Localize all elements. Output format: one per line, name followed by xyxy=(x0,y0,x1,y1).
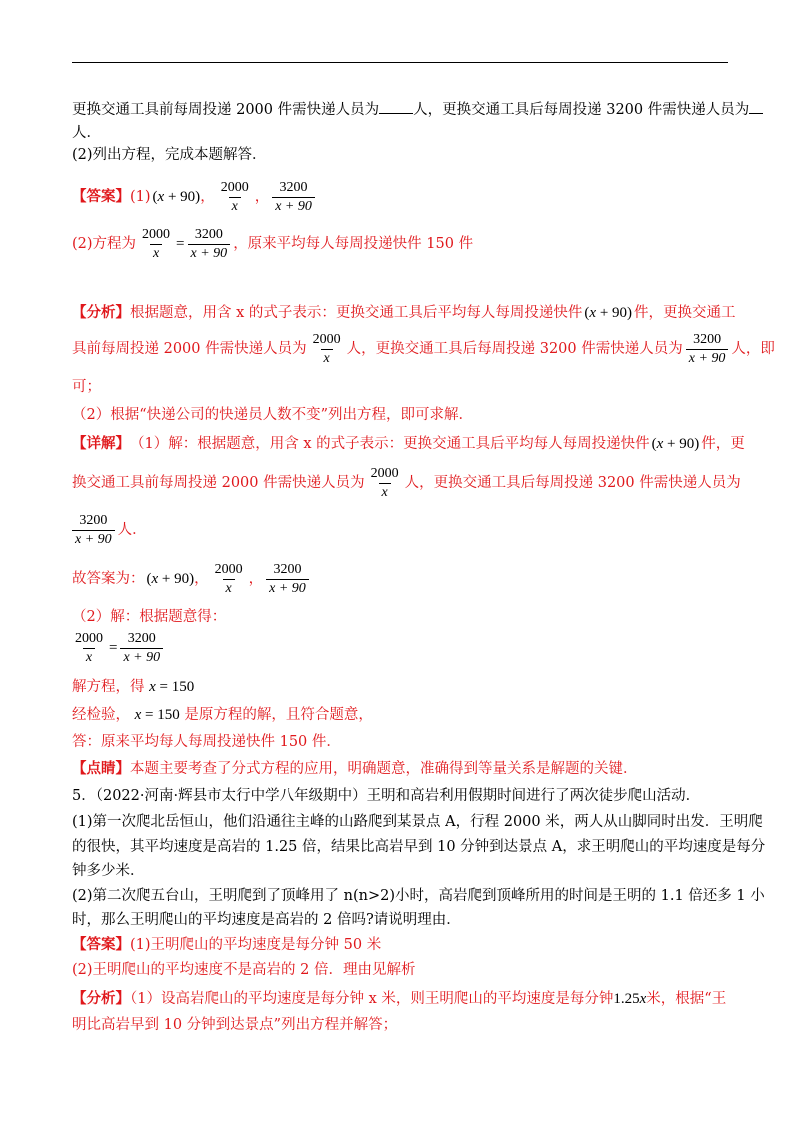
detail-text: 人． xyxy=(117,522,147,538)
frac-num: 3200 xyxy=(693,331,722,347)
fraction xyxy=(72,631,106,666)
frac-num: 2000 xyxy=(370,465,399,481)
q5-analysis2 xyxy=(72,1016,732,1034)
header-rule xyxy=(72,62,728,63)
analysis-text: 人，更换交通工具后每周投递 3200 件需快递人员为 xyxy=(346,341,683,357)
solve-line xyxy=(72,678,732,696)
frac-den: x + 90 xyxy=(120,648,163,666)
math-expr: 1.25x xyxy=(613,991,647,1007)
q5-text: 时，那么王明爬山的平均速度是高岩的 2 倍吗?请说明理由． xyxy=(72,912,461,928)
answer-tag: 【答案】 xyxy=(72,936,130,953)
analysis-text: 具前每周投递 2000 件需快递人员为 xyxy=(72,341,307,357)
analysis-line4 xyxy=(72,406,732,424)
q5-answer1 xyxy=(72,936,732,954)
frac-den: x xyxy=(229,197,241,215)
q5-answer2 xyxy=(72,961,732,979)
q5-analysis1 xyxy=(72,990,732,1008)
equation-line xyxy=(72,630,732,666)
check-line xyxy=(72,706,732,724)
frac-den: x + 90 xyxy=(72,530,115,548)
analysis-text: 根据题意，用含 x 的式子表示：更换交通工具后平均每人每周投递快件 xyxy=(130,305,583,321)
frac-num: 3200 xyxy=(79,512,108,528)
q5-text: 钟多少米． xyxy=(72,863,145,879)
frac-num: 3200 xyxy=(273,561,302,577)
frac-num: 3200 xyxy=(194,226,223,242)
detail-line1 xyxy=(72,433,745,455)
fraction xyxy=(686,332,729,367)
frac-den: x xyxy=(321,349,333,367)
comment-tag: 【点睛】 xyxy=(72,760,130,777)
frac-num: 2000 xyxy=(312,331,341,347)
analysis-text: 明比高岩早到 10 分钟到达景点”列出方程并解答； xyxy=(72,1017,398,1033)
frac-den: x xyxy=(150,244,162,262)
analysis-text: （1）设高岩爬山的平均速度是每分钟 x 米，则王明爬山的平均速度是每分钟 xyxy=(130,991,614,1007)
q4-text: 人． xyxy=(72,125,101,141)
fraction xyxy=(218,180,252,215)
fraction xyxy=(310,332,344,367)
q4-line1 xyxy=(72,101,750,119)
q5-line4 xyxy=(72,862,732,880)
frac-num: 2000 xyxy=(214,561,243,577)
analysis-line2 xyxy=(72,331,775,367)
detail-text: 人，更换交通工具后每周投递 3200 件需快递人员为 xyxy=(404,475,741,491)
comma: ， xyxy=(194,571,209,587)
fraction xyxy=(120,631,163,666)
fraction xyxy=(272,180,315,215)
comma: ， xyxy=(254,189,270,205)
answer-line2 xyxy=(72,226,732,262)
answer-text: (1)王明爬山的平均速度是每分钟 50 米 xyxy=(130,937,382,953)
q5-text: (1)第一次爬北岳恒山，他们沿通往主峰的山路爬到某景点 A，行程 2000 米，两人从山脚同时出发．王明爬 xyxy=(72,814,763,830)
fraction xyxy=(266,562,309,597)
q5-text: (2)第二次爬五台山，王明爬到了顶峰用了 n(n>2)小时，高岩爬到顶峰所用的时间是王明的 1.1 倍还多 1 小 xyxy=(72,888,765,904)
frac-den: x + 90 xyxy=(686,349,729,367)
detail-text: 解方程，得 xyxy=(72,679,145,695)
frac-den: x xyxy=(379,483,391,501)
comment-line xyxy=(72,760,732,778)
frac-num: 2000 xyxy=(220,179,249,195)
frac-num: 2000 xyxy=(75,630,103,646)
answer-blank xyxy=(379,101,413,114)
frac-num: 2000 xyxy=(142,226,171,242)
detail-text: 是原方程的解，且符合题意， xyxy=(184,707,373,723)
fraction xyxy=(72,513,115,548)
comment-text: 本题主要考查了分式方程的应用，明确题意，准确得到等量关系是解题的关键． xyxy=(130,761,638,777)
answer-text: ，原来平均每人每周投递快件 150 件 xyxy=(233,236,474,252)
final-line xyxy=(72,733,732,751)
analysis-text: 米，根据“王 xyxy=(646,991,727,1007)
fraction xyxy=(188,227,231,262)
equals-sign: = xyxy=(176,236,185,252)
frac-num: 3200 xyxy=(127,630,156,646)
detail-text: 经检验， xyxy=(72,707,130,723)
analysis-text: （2）根据“快递公司的快递员人数不变”列出方程，即可求解． xyxy=(72,407,474,423)
answer-text: (2)王明爬山的平均速度不是高岩的 2 倍．理由见解析 xyxy=(72,962,416,978)
q5-line1 xyxy=(72,787,732,805)
comma: ， xyxy=(248,571,264,587)
analysis-text: 件，更换交通工 xyxy=(634,305,736,321)
q5-line5 xyxy=(72,887,765,905)
frac-den: x + 90 xyxy=(272,197,315,215)
q5-text: 的很快，其平均速度是高岩的 1.25 倍，结果比高岩早到 10 分钟到达景点 A，求王明爬山的平均速度是每分 xyxy=(72,839,766,855)
math-expr: (x + 90) xyxy=(146,571,195,587)
answer-part-label: (1) xyxy=(130,189,151,205)
analysis-line3 xyxy=(72,378,732,396)
answer-blank xyxy=(749,101,763,114)
detail-answer-line xyxy=(72,561,732,597)
detail-text: （1）解：根据题意，用含 x 的式子表示：更换交通工具后平均每人每周投递快件 xyxy=(130,436,650,452)
analysis-line1 xyxy=(72,302,736,324)
detail-tag: 【详解】 xyxy=(72,435,130,452)
q4-text: 人，更换交通工具后每周投递 3200 件需快递人员为 xyxy=(413,102,750,118)
q4-text: 更换交通工具前每周投递 2000 件需快递人员为 xyxy=(72,102,380,118)
q4-text: (2)列出方程，完成本题解答． xyxy=(72,147,267,163)
detail-line3 xyxy=(72,512,732,548)
fraction xyxy=(212,562,246,597)
detail-text: （2）解：根据题意得： xyxy=(72,609,227,625)
detail-text: 故答案为： xyxy=(72,571,145,587)
math-expr: x = 150 xyxy=(134,707,180,723)
analysis-tag: 【分析】 xyxy=(72,304,130,321)
math-expr: (x + 90) xyxy=(651,436,700,452)
q5-line3 xyxy=(72,838,766,856)
fraction xyxy=(139,227,173,262)
frac-den: x + 90 xyxy=(266,579,309,597)
q5-line2 xyxy=(72,813,763,831)
detail-text: 换交通工具前每周投递 2000 件需快递人员为 xyxy=(72,475,365,491)
comma: ， xyxy=(200,189,215,205)
equals-sign: = xyxy=(109,640,118,656)
frac-den: x + 90 xyxy=(188,244,231,262)
detail-text: 答：原来平均每人每周投递快件 150 件． xyxy=(72,734,341,750)
analysis-tag: 【分析】 xyxy=(72,990,130,1007)
fraction xyxy=(368,466,402,501)
analysis-text: 人，即 xyxy=(731,341,775,357)
detail-text: 件，更 xyxy=(701,436,745,452)
answer-text: (2)方程为 xyxy=(72,236,137,252)
math-expr: (x + 90) xyxy=(152,189,201,205)
frac-num: 3200 xyxy=(279,179,308,195)
answer-tag: 【答案】 xyxy=(72,188,130,205)
q4-part2 xyxy=(72,146,732,164)
q4-line2 xyxy=(72,124,732,142)
analysis-text: 可； xyxy=(72,379,101,395)
detail-part2 xyxy=(72,608,732,626)
frac-den: x xyxy=(223,579,235,597)
detail-line2 xyxy=(72,465,741,501)
frac-den: x xyxy=(83,648,95,666)
math-expr: (x + 90) xyxy=(584,305,633,321)
answer-line1 xyxy=(72,180,732,214)
q5-text: 5．（2022·河南·辉县市太行中学八年级期中）王明和高岩利用假期时间进行了两次徒步爬山活动． xyxy=(72,788,701,804)
q5-line6 xyxy=(72,911,732,929)
math-expr: x = 150 xyxy=(149,679,195,695)
